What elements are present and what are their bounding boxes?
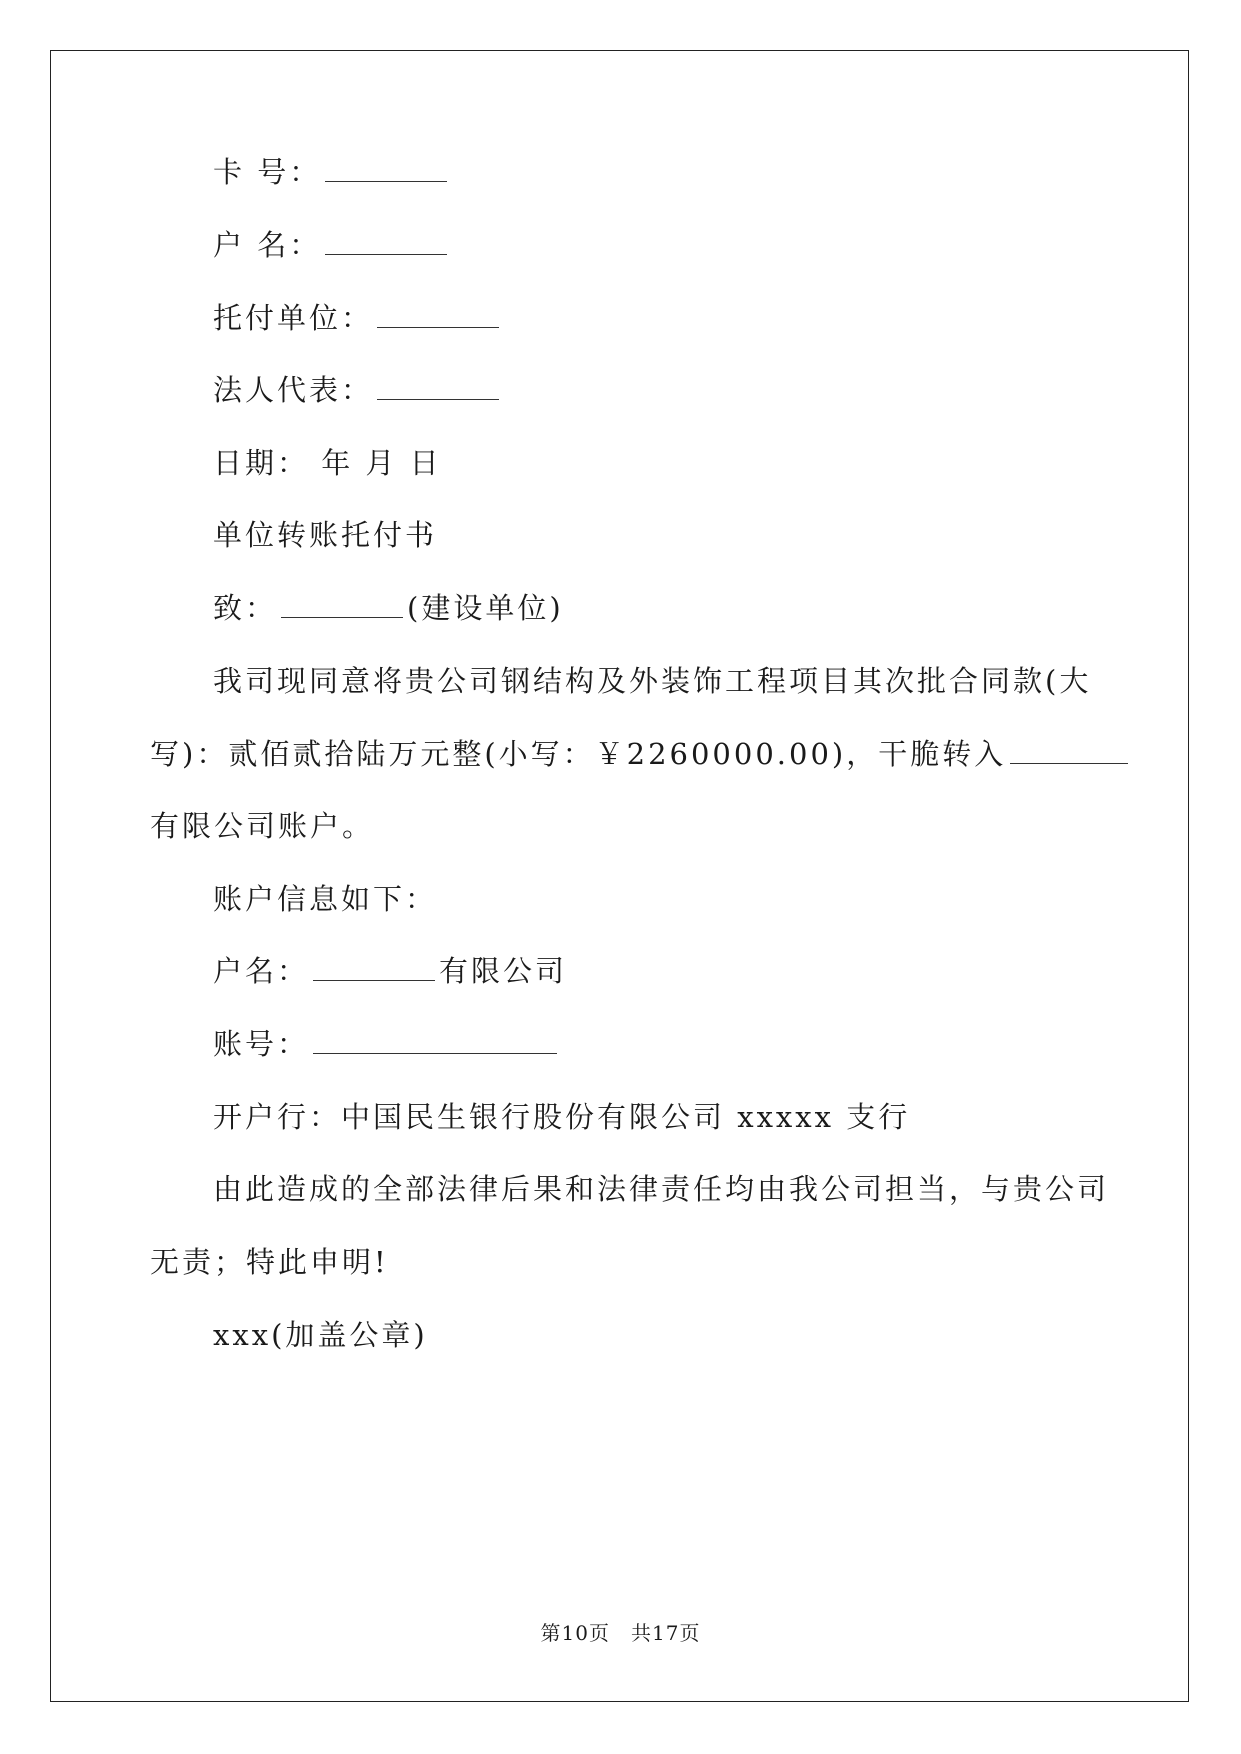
payee-name-label: 户名： — [213, 954, 310, 988]
body-line-2 — [0, 734, 1241, 774]
addressee-blank — [281, 591, 403, 618]
payee-name-suffix: 有限公司 — [439, 954, 568, 988]
bank-line: 开户行：中国民生银行股份有限公司 xxxxx 支行 — [213, 1100, 911, 1134]
seal-line: xxx(加盖公章) — [213, 1318, 428, 1352]
account-info-heading: 账户信息如下： — [213, 882, 438, 916]
transfer-account-blank — [1010, 737, 1128, 764]
entrusting-unit-blank — [377, 301, 499, 328]
account-number-line — [0, 1024, 1241, 1064]
liability-line-2: 无责；特此申明! — [150, 1245, 389, 1279]
addressee-suffix: (建设单位) — [407, 591, 564, 625]
account-number-label: 账号： — [213, 1027, 310, 1061]
card-number-label: 卡 号： — [213, 155, 322, 189]
legal-rep-line — [0, 370, 1241, 410]
legal-rep-label: 法人代表： — [213, 373, 374, 407]
document-title: 单位转账托付书 — [213, 518, 438, 552]
date-line: 日期： 年 月 日 — [213, 446, 442, 480]
legal-rep-blank — [377, 373, 499, 400]
payee-name-blank — [313, 954, 435, 981]
card-number-blank — [325, 155, 447, 182]
payee-name-line — [0, 951, 1241, 991]
account-name-label: 户 名： — [213, 228, 322, 262]
addressee-line — [0, 588, 1241, 628]
entrusting-unit-label: 托付单位： — [213, 301, 374, 335]
body-line-3: 有限公司账户。 — [150, 809, 375, 843]
body-line-2-text: 写)：贰佰贰拾陆万元整(小写：￥2260000.00)，干脆转入 — [150, 737, 1007, 771]
liability-line-1: 由此造成的全部法律后果和法律责任均由我公司担当，与贵公司 — [213, 1172, 1110, 1206]
addressee-label: 致： — [213, 591, 278, 625]
account-name-blank — [325, 228, 447, 255]
card-number-line — [0, 152, 1241, 192]
entrusting-unit-line — [0, 298, 1241, 338]
account-number-blank — [313, 1027, 557, 1054]
body-line-1: 我司现同意将贵公司钢结构及外装饰工程项目其次批合同款(大 — [213, 664, 1092, 698]
page-footer: 第10页 共17页 — [540, 1621, 701, 1645]
account-name-line — [0, 225, 1241, 265]
